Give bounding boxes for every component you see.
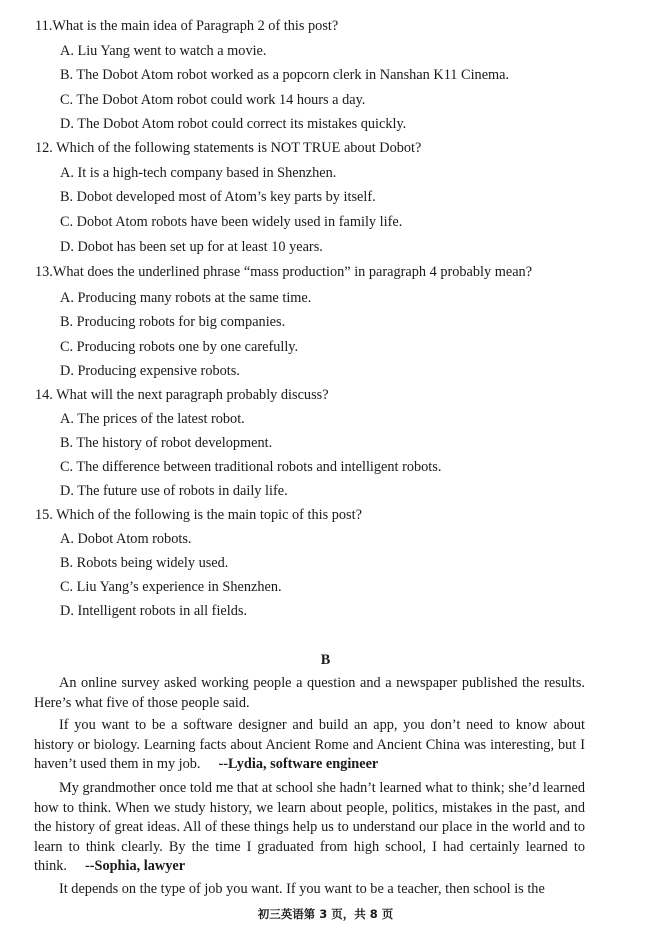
question-14-option-b: B. The history of robot development. (60, 435, 273, 451)
question-13-option-b: B. Producing robots for big companies. (60, 314, 286, 330)
page-footer: 初三英语第 3 页，共 8 页 (257, 907, 394, 921)
question-11-option-b: B. The Dobot Atom robot worked as a popcorn clerk in Nanshan K11 Cinema. (60, 67, 510, 83)
question-11-stem: 11.What is the main idea of Paragraph 2 of this post? (35, 18, 339, 34)
question-14-stem: 14. What will the next paragraph probably discuss? (35, 387, 329, 403)
lydia-signature: --Lydia, software engineer (218, 756, 379, 773)
question-14-option-d: D. The future use of robots in daily life. (60, 483, 288, 499)
question-13-stem: 13.What does the underlined phrase “mass production” in paragraph 4 probably mean? (35, 264, 533, 280)
question-11-option-a: A. Liu Yang went to watch a movie. (60, 43, 267, 59)
question-15-option-d: D. Intelligent robots in all fields. (60, 603, 248, 619)
section-b-paragraph-next: It depends on the type of job you want. If you want to be a teacher, then school is the (59, 881, 545, 897)
lydia-quote: If you want to be a software designer and build an app, you don’t need to know about history or biology. Learning facts about Ancient Rome and Ancient China was interesting, but I haven’t used them in my job. (34, 717, 585, 773)
section-b-paragraph-sophia (34, 779, 585, 877)
question-11-option-c: C. The Dobot Atom robot could work 14 hours a day. (60, 92, 366, 108)
question-12-option-c: C. Dobot Atom robots have been widely used in family life. (60, 214, 403, 230)
question-14-option-c: C. The difference between traditional robots and intelligent robots. (60, 459, 442, 475)
question-12-option-a: A. It is a high-tech company based in Shenzhen. (60, 165, 337, 181)
section-b-paragraph-lydia (34, 716, 585, 775)
question-13-option-c: C. Producing robots one by one carefully. (60, 339, 299, 355)
question-13-option-d: D. Producing expensive robots. (60, 363, 240, 379)
section-b-heading: B (320, 652, 331, 668)
sophia-quote: My grandmother once told me that at school she hadn’t learned what to think; she’d learned how to think. When we study history, we learn about people, politics, mistakes in the past, and the history of great ideas. All of these things help us to understand our place in the world and to learn to think clearly. By the time I graduated from high school, I had certainly learned to think. (34, 780, 585, 875)
question-12-stem: 12. Which of the following statements is NOT TRUE about Dobot? (35, 140, 422, 156)
question-15-option-c: C. Liu Yang’s experience in Shenzhen. (60, 579, 282, 595)
question-12-option-b: B. Dobot developed most of Atom’s key parts by itself. (60, 189, 376, 205)
question-15-option-a: A. Dobot Atom robots. (60, 531, 192, 547)
question-15-stem: 15. Which of the following is the main topic of this post? (35, 507, 362, 523)
question-12-option-d: D. Dobot has been set up for at least 10 years. (60, 239, 323, 255)
sophia-signature: --Sophia, lawyer (84, 858, 186, 875)
question-15-option-b: B. Robots being widely used. (60, 555, 229, 571)
question-11-option-d: D. The Dobot Atom robot could correct its mistakes quickly. (60, 116, 407, 132)
question-13-option-a: A. Producing many robots at the same time. (60, 290, 312, 306)
section-b-intro: An online survey asked working people a question and a newspaper published the results. Here’s what five of those people said. (34, 675, 585, 711)
question-14-option-a: A. The prices of the latest robot. (60, 411, 245, 427)
